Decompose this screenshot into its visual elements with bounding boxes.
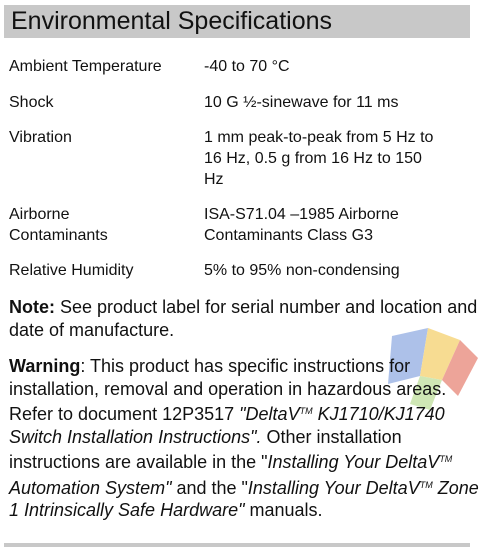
section-title: Environmental Specifications <box>11 7 332 35</box>
warning-text: and the " <box>171 477 248 498</box>
document-title: Installing Your DeltaV <box>247 477 420 498</box>
document-title: Installing Your DeltaV <box>267 452 440 472</box>
spec-label: Ambient Temperature <box>9 58 162 75</box>
bottom-divider <box>4 543 470 547</box>
spec-value: -40 to 70 °C <box>204 58 290 75</box>
spec-value: ISA-S71.04 –1985 Airborne Contaminants Class G3 <box>204 206 399 244</box>
spec-value: 1 mm peak-to-peak from 5 Hz to 16 Hz, 0.5 g from 16 Hz to 150 Hz <box>204 129 434 188</box>
spec-value: 5% to 95% non-condensing <box>204 262 400 279</box>
warning-heading: Warning <box>9 356 81 376</box>
note-text: See product label for serial number and location and date of manufacture. <box>9 297 478 340</box>
spec-value: 10 G ½-sinewave for 11 ms <box>204 94 399 111</box>
spec-label: Vibration <box>9 129 72 146</box>
document-title: KJ1710/KJ1740 Switch Installation Instructions". <box>9 404 445 447</box>
trademark-mark: TM <box>299 406 313 416</box>
section-title-bar <box>4 5 470 38</box>
document-title: Automation System" <box>9 477 172 498</box>
warning-text: Other installation instructions are available in the " <box>9 426 402 472</box>
note-heading: Note: <box>9 297 55 317</box>
spec-label: Relative Humidity <box>9 262 134 279</box>
document-title: Zone 1 Intrinsically Safe Hardware" <box>9 477 479 520</box>
spec-label: Airborne Contaminants <box>9 206 108 244</box>
spec-label: Shock <box>9 94 54 111</box>
warning-text: manuals. <box>244 500 323 520</box>
trademark-mark: TM <box>439 454 453 464</box>
warning-text: : This product has specific instructions for installation, removal and operation in hazardous areas. Refer to document 12P3517 <box>9 356 447 424</box>
warning-paragraph <box>9 355 479 522</box>
document-title: "DeltaV <box>239 404 300 424</box>
trademark-mark: TM <box>419 479 433 490</box>
